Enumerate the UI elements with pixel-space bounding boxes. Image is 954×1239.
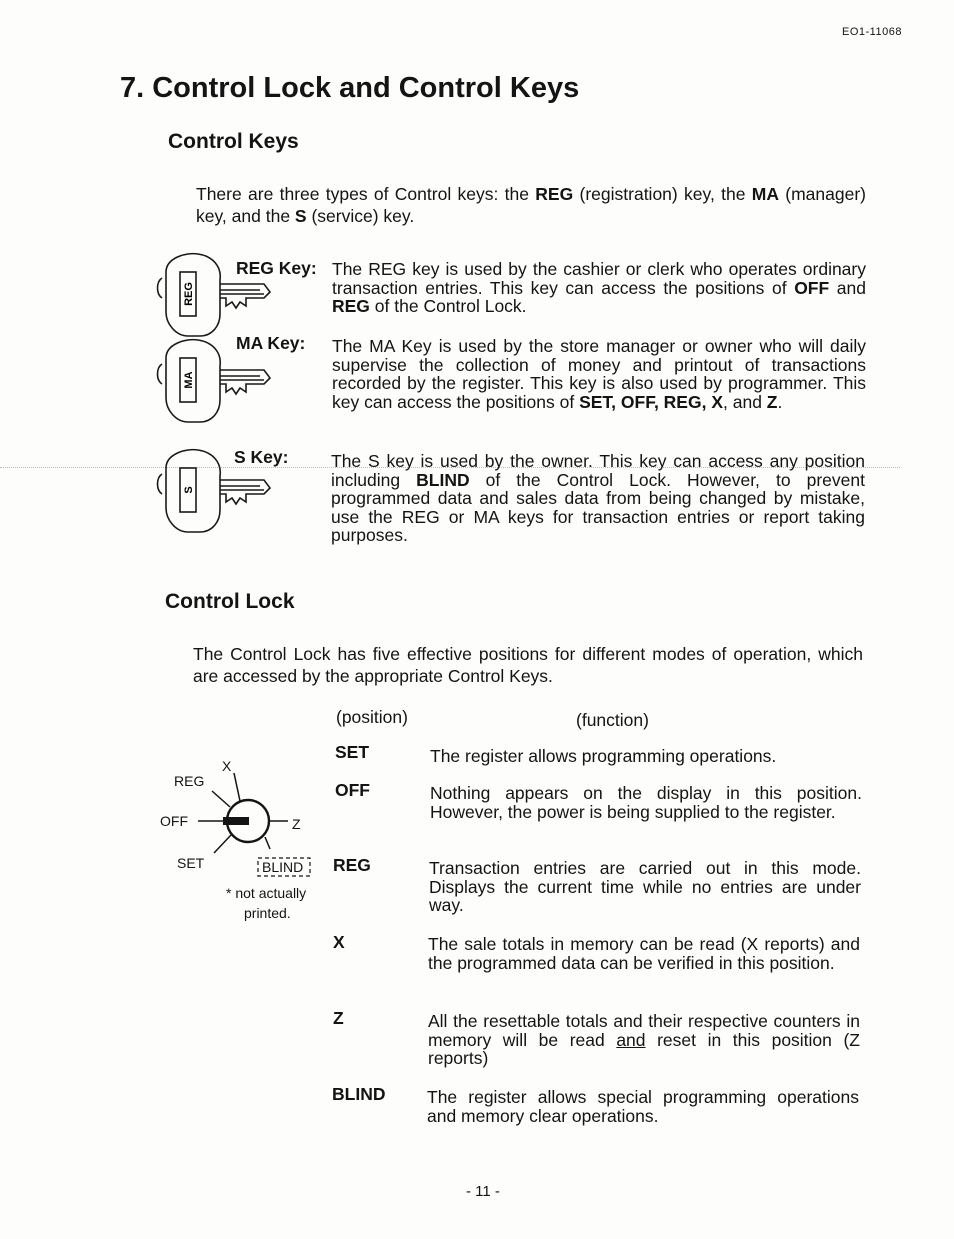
lock-label-set: SET (177, 855, 205, 871)
position-set: SET (335, 742, 370, 762)
reg-key-label: REG Key: (236, 258, 317, 278)
control-keys-intro: There are three types of Control keys: the REG (registration) key, the MA (manager) key, and the S (service) key. (196, 184, 866, 226)
lock-label-z: Z (292, 816, 301, 832)
s-key-label: S Key: (234, 447, 289, 467)
function-z: All the resettable totals and their respective counters in memory will be read and reset in this position (Z reports) (428, 1011, 860, 1068)
reg-key-description: The REG key is used by the cashier or clerk who operates ordinary transaction entries. This key can access the positions of OFF and REG of the Control Lock. (332, 259, 867, 316)
function-x: The sale totals in memory can be read (X reports) and the programmed data can be verified in this position. (428, 934, 860, 973)
function-off: Nothing appears on the display in this position. However, the power is being supplied to the register. (430, 783, 862, 822)
position-reg: REG (333, 855, 371, 875)
position-column-header: (position) (336, 707, 408, 727)
function-blind: The register allows special programming operations and memory clear operations. (427, 1087, 859, 1126)
position-x: X (333, 932, 345, 952)
s-key-description: The S key is used by the owner. This key can access any position including BLIND of the Control Lock. However, to prevent programmed data and sales data from being changed by mistake, use the REG or MA keys for transaction entries or report taking purposes. (331, 451, 865, 545)
ma-key-label: MA Key: (236, 333, 306, 353)
diagram-footnote-line2: printed. (244, 905, 291, 921)
section-heading-control-keys: Control Keys (168, 130, 299, 153)
control-lock-intro: The Control Lock has five effective positions for different modes of operation, which are accessed by the appropriate Control Keys. (193, 644, 863, 686)
control-lock-diagram (150, 755, 340, 925)
document-id: EO1-11068 (842, 26, 902, 38)
position-off: OFF (335, 780, 370, 800)
function-column-header: (function) (576, 710, 649, 730)
lock-label-x: X (222, 758, 232, 774)
lock-label-reg: REG (174, 773, 205, 789)
diagram-footnote-line1: * not actually (226, 885, 307, 901)
function-reg: Transaction entries are carried out in this mode. Displays the current time while no entries are under way. (429, 858, 861, 915)
position-blind: BLIND (332, 1084, 386, 1104)
svg-text:S: S (183, 486, 195, 494)
svg-text:MA: MA (183, 371, 195, 389)
page-title: 7. Control Lock and Control Keys (120, 72, 580, 104)
lock-label-off: OFF (160, 813, 188, 829)
page-number: - 11 - (466, 1183, 500, 1200)
section-heading-control-lock: Control Lock (165, 590, 295, 613)
svg-text:REG: REG (183, 282, 195, 306)
function-set: The register allows programming operations. (430, 746, 777, 766)
lock-label-blind: BLIND (262, 859, 304, 875)
position-z: Z (333, 1008, 344, 1028)
ma-key-description: The MA Key is used by the store manager or owner who will daily supervise the collection of money and printout of transactions recorded by the register. This key is also used by programmer. This key can access the positions of SET, OFF, REG, X, and Z. (332, 336, 866, 412)
